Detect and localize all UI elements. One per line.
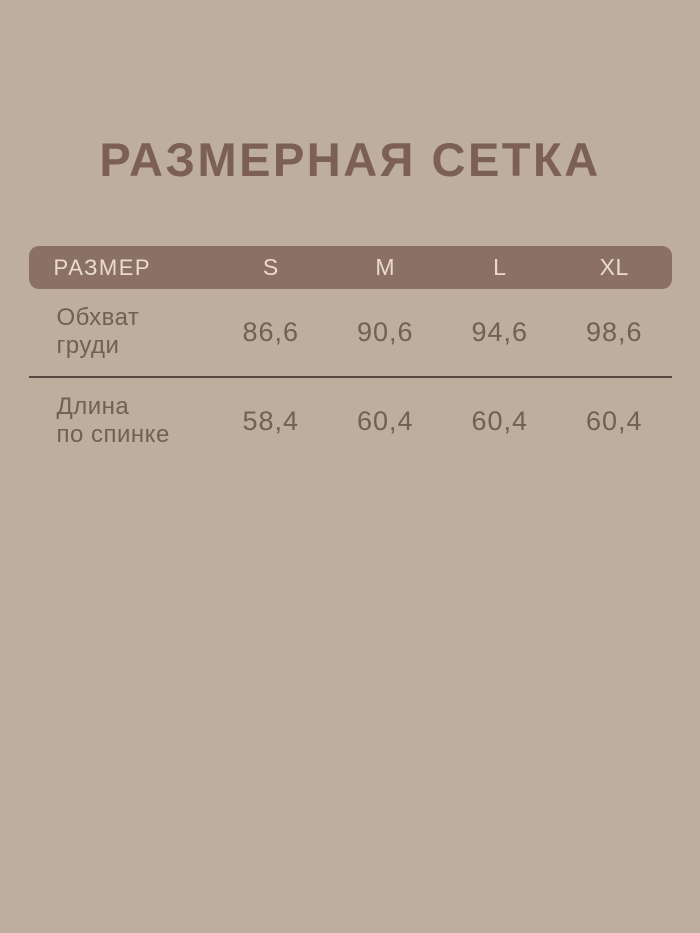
table-row-back-length <box>29 378 672 465</box>
size-table <box>29 246 672 465</box>
page-title: РАЗМЕРНАЯ СЕТКА <box>99 133 601 186</box>
header-col-l: L <box>493 254 507 280</box>
row-label-chest <box>29 304 214 360</box>
header-col-s: S <box>262 254 279 280</box>
cell-back-length-m: 60,4 <box>356 405 414 436</box>
row-label-back-length <box>29 393 214 449</box>
row-label-line: Длина <box>56 393 130 420</box>
row-label-line: груди <box>56 332 120 359</box>
table-row-chest <box>29 289 672 378</box>
cell-back-length-xl: 60,4 <box>585 405 643 436</box>
cell-back-length-l: 60,4 <box>471 405 529 436</box>
cell-chest-l: 94,6 <box>471 316 529 347</box>
header-size-label: РАЗМЕР <box>53 254 152 280</box>
cell-chest-s: 86,6 <box>242 316 300 347</box>
cell-back-length-s: 58,4 <box>242 405 300 436</box>
header-col-m: M <box>375 254 396 280</box>
row-label-line: Обхват <box>56 304 140 331</box>
table-header-row <box>29 246 672 289</box>
row-label-line: по спинке <box>56 421 170 448</box>
cell-chest-xl: 98,6 <box>585 316 643 347</box>
header-col-xl: XL <box>599 254 629 280</box>
cell-chest-m: 90,6 <box>356 316 414 347</box>
